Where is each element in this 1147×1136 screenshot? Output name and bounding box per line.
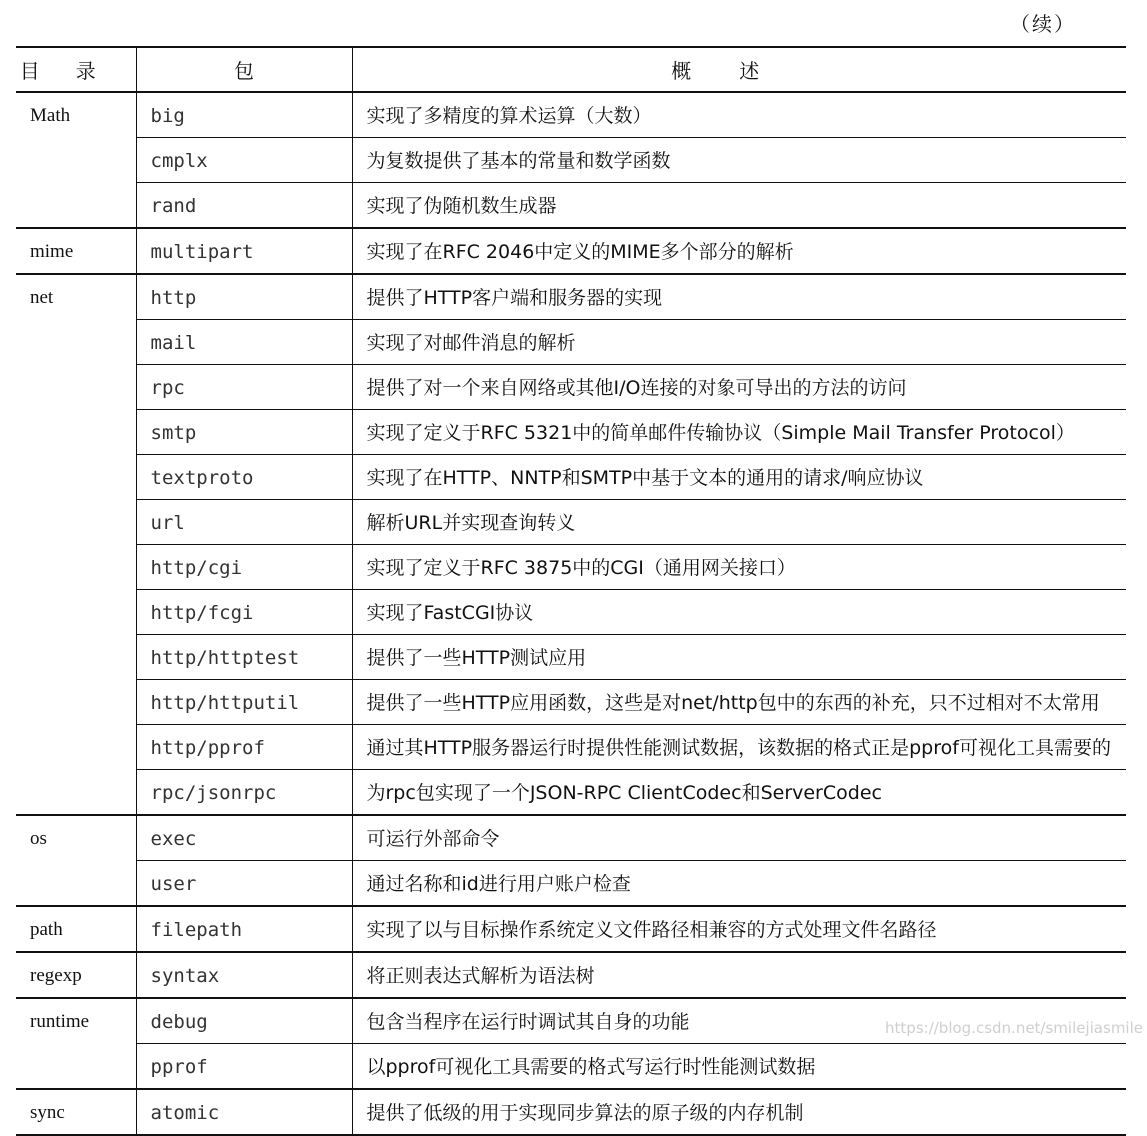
header-dir: 目录: [16, 47, 136, 92]
cell-desc: 实现了多精度的算术运算（大数）: [352, 92, 1126, 138]
table-row: [16, 92, 1126, 138]
cell-pkg: atomic: [136, 1089, 352, 1135]
cell-dir: regexp: [16, 952, 136, 998]
cell-dir: [16, 1044, 136, 1090]
header-desc: 概述: [352, 47, 1126, 92]
table-row: [16, 725, 1126, 770]
cell-desc: 实现了在RFC 2046中定义的MIME多个部分的解析: [352, 228, 1126, 274]
table-row: [16, 680, 1126, 725]
cell-pkg: exec: [136, 815, 352, 861]
cell-dir: [16, 320, 136, 365]
cell-desc: 实现了定义于RFC 5321中的简单邮件传输协议（Simple Mail Transfer Protocol）: [352, 410, 1126, 455]
table-header-row: [16, 47, 1126, 92]
cell-desc: 以pprof可视化工具需要的格式写运行时性能测试数据: [352, 1044, 1126, 1090]
table-row: [16, 138, 1126, 183]
cell-pkg: smtp: [136, 410, 352, 455]
cell-desc: 将正则表达式解析为语法树: [352, 952, 1126, 998]
cell-desc: 提供了对一个来自网络或其他I/O连接的对象可导出的方法的访问: [352, 365, 1126, 410]
cell-dir: mime: [16, 228, 136, 274]
cell-desc: 解析URL并实现查询转义: [352, 500, 1126, 545]
cell-desc: 为复数提供了基本的常量和数学函数: [352, 138, 1126, 183]
cell-pkg: http/fcgi: [136, 590, 352, 635]
table-row: [16, 770, 1126, 816]
cell-desc: 为rpc包实现了一个JSON-RPC ClientCodec和ServerCodec: [352, 770, 1126, 816]
table-row: [16, 952, 1126, 998]
cell-desc: 提供了低级的用于实现同步算法的原子级的内存机制: [352, 1089, 1126, 1135]
cell-pkg: textproto: [136, 455, 352, 500]
cell-dir: [16, 635, 136, 680]
cell-dir: net: [30, 287, 54, 308]
cell-desc: 包含当程序在运行时调试其自身的功能: [352, 998, 1126, 1044]
cell-dir: runtime: [30, 1011, 90, 1032]
cell-pkg: rpc/jsonrpc: [136, 770, 352, 816]
cell-dir: [16, 861, 136, 907]
cell-pkg: multipart: [136, 228, 352, 274]
cell-pkg: big: [136, 92, 352, 138]
cell-desc: 提供了一些HTTP应用函数，这些是对net/http包中的东西的补充，只不过相对不太常用: [352, 680, 1126, 725]
cell-dir: [16, 500, 136, 545]
watermark: https://blog.csdn.net/smilejiasmile: [885, 1019, 1143, 1037]
table-row: [16, 455, 1126, 500]
table-row: [16, 635, 1126, 680]
cell-pkg: rand: [136, 183, 352, 229]
cell-pkg: http/cgi: [136, 545, 352, 590]
cell-pkg: syntax: [136, 952, 352, 998]
cell-dir: [16, 770, 136, 816]
table-row: [16, 365, 1126, 410]
cell-dir: [16, 138, 136, 183]
cell-dir: sync: [16, 1089, 136, 1135]
cell-desc: 实现了定义于RFC 3875中的CGI（通用网关接口）: [352, 545, 1126, 590]
table-row: [16, 1089, 1126, 1135]
cell-dir: [16, 365, 136, 410]
cell-desc: 通过其HTTP服务器运行时提供性能测试数据，该数据的格式正是pprof可视化工具需要的: [352, 725, 1126, 770]
table-row: [16, 906, 1126, 952]
cell-desc: 提供了一些HTTP测试应用: [352, 635, 1126, 680]
cell-dir: [16, 680, 136, 725]
cell-pkg: url: [136, 500, 352, 545]
table-row: [16, 1044, 1126, 1090]
cell-dir: [16, 545, 136, 590]
cell-pkg: debug: [136, 998, 352, 1044]
cell-dir: Math: [30, 105, 71, 126]
cell-pkg: rpc: [136, 365, 352, 410]
continued-label: （续）: [1010, 12, 1076, 36]
table-row: [16, 861, 1126, 907]
cell-desc: 提供了HTTP客户端和服务器的实现: [352, 274, 1126, 320]
cell-pkg: user: [136, 861, 352, 907]
cell-pkg: mail: [136, 320, 352, 365]
cell-pkg: cmplx: [136, 138, 352, 183]
cell-dir: path: [16, 906, 136, 952]
cell-dir: [16, 410, 136, 455]
cell-desc: 实现了在HTTP、NNTP和SMTP中基于文本的通用的请求/响应协议: [352, 455, 1126, 500]
table-row: [16, 590, 1126, 635]
table-row: [16, 228, 1126, 274]
cell-dir: [16, 183, 136, 229]
table-row: [16, 410, 1126, 455]
cell-dir: [16, 590, 136, 635]
cell-pkg: http/httputil: [136, 680, 352, 725]
cell-pkg: pprof: [136, 1044, 352, 1090]
table-row: [16, 320, 1126, 365]
cell-desc: 可运行外部命令: [352, 815, 1126, 861]
header-pkg: 包: [136, 47, 352, 92]
cell-desc: 实现了对邮件消息的解析: [352, 320, 1126, 365]
package-table: [16, 46, 1126, 1136]
cell-dir: [16, 455, 136, 500]
cell-desc: 实现了以与目标操作系统定义文件路径相兼容的方式处理文件名路径: [352, 906, 1126, 952]
table-body: [16, 92, 1126, 1135]
cell-dir: os: [30, 828, 47, 849]
cell-pkg: http/pprof: [136, 725, 352, 770]
table-row: [16, 274, 1126, 320]
cell-dir: [16, 725, 136, 770]
cell-desc: 实现了伪随机数生成器: [352, 183, 1126, 229]
cell-pkg: http/httptest: [136, 635, 352, 680]
table-row: [16, 545, 1126, 590]
table-row: [16, 183, 1126, 229]
cell-pkg: http: [136, 274, 352, 320]
cell-pkg: filepath: [136, 906, 352, 952]
cell-desc: 实现了FastCGI协议: [352, 590, 1126, 635]
table-row: [16, 500, 1126, 545]
table-row: [16, 815, 1126, 861]
cell-desc: 通过名称和id进行用户账户检查: [352, 861, 1126, 907]
